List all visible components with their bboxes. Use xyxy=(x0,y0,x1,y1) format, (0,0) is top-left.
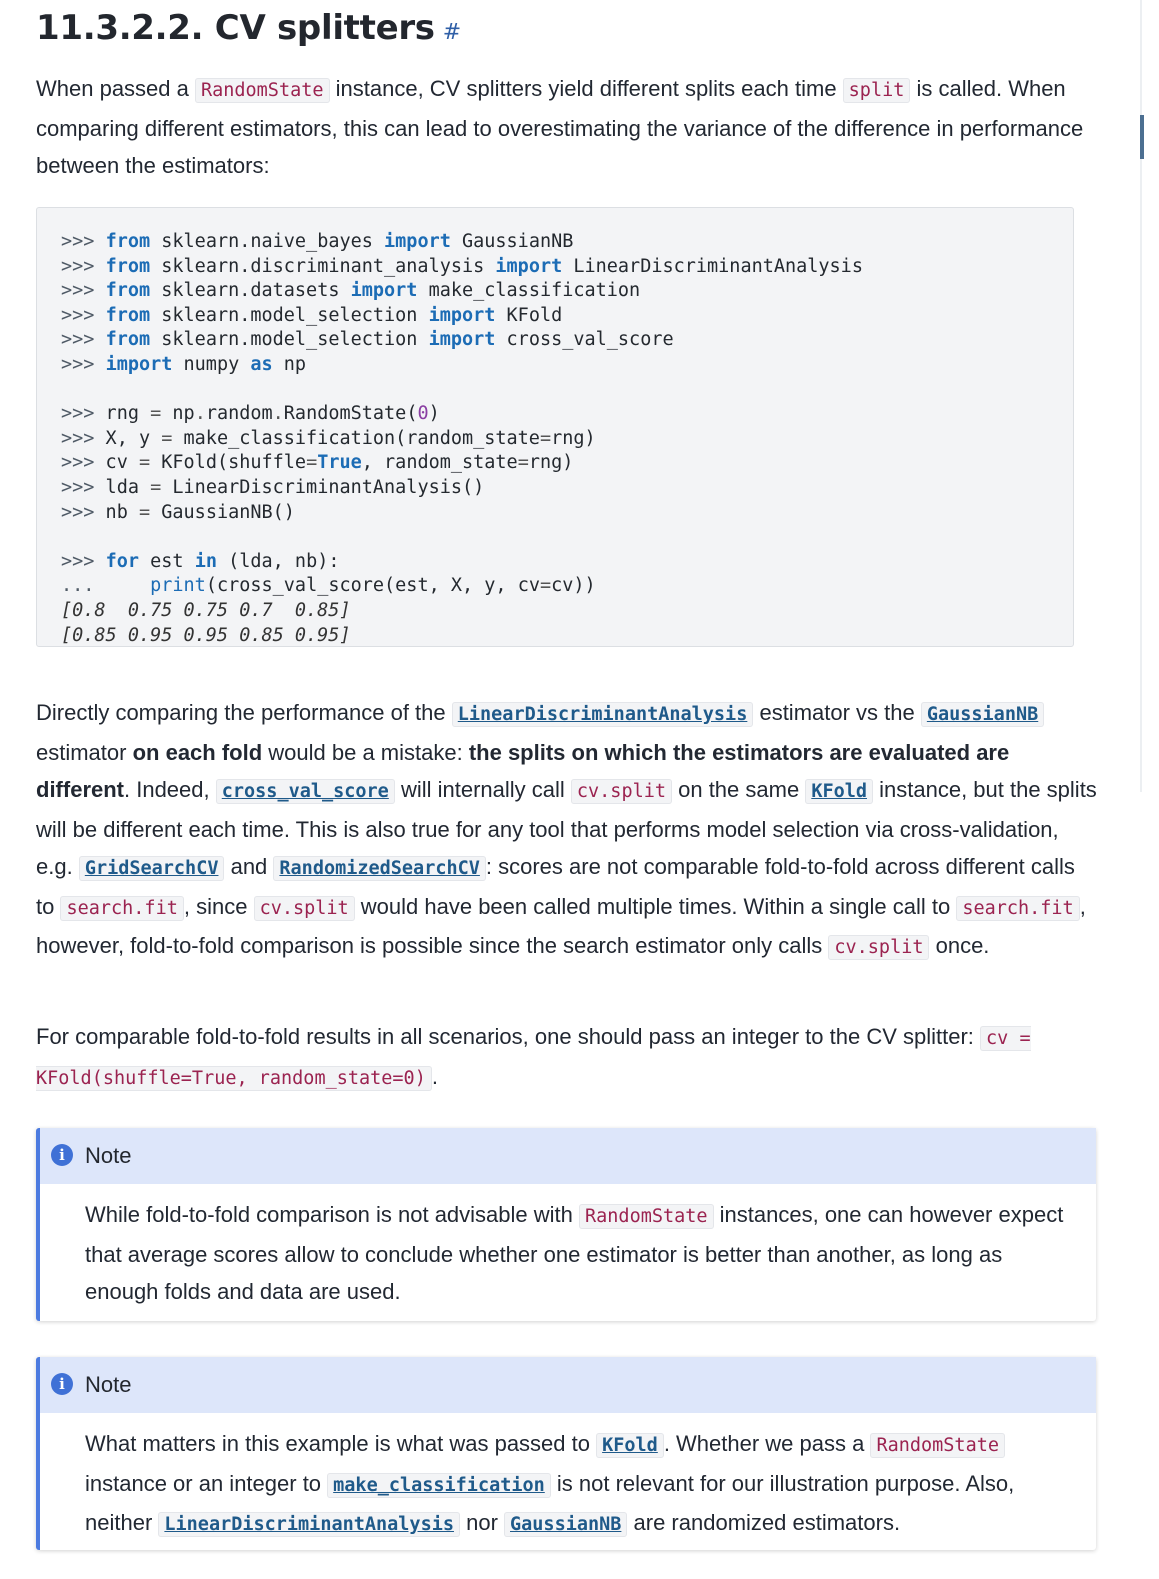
module: sklearn.naive_bayes xyxy=(150,231,385,252)
comparison-paragraph xyxy=(36,694,1098,967)
code: rng) xyxy=(551,427,596,449)
operator: = xyxy=(539,575,552,597)
prompt: >>> xyxy=(61,280,95,302)
code-line xyxy=(61,256,863,277)
module: sklearn.model_selection xyxy=(150,304,429,326)
keyword: from xyxy=(105,231,151,252)
inline-code-cv-split: cv.split xyxy=(254,896,355,921)
prompt: >>> xyxy=(61,329,95,351)
note-admonition xyxy=(36,1128,1096,1321)
bold-text: the splits on which the estimators are evaluated are different xyxy=(36,739,1010,802)
link-linear-discriminant-analysis[interactable]: LinearDiscriminantAnalysis xyxy=(158,1512,460,1537)
keyword: import xyxy=(428,304,496,326)
text: . xyxy=(431,1063,438,1089)
text: on the same xyxy=(672,777,806,802)
prompt: >>> xyxy=(61,255,95,277)
intro-paragraph xyxy=(36,70,1096,185)
operator: = xyxy=(150,403,162,425)
code-line xyxy=(61,452,573,473)
text: : scores are not comparable fold-to-fold across different calls to xyxy=(36,854,1075,919)
inline-code-split: split xyxy=(843,78,911,103)
link-gaussian-nb[interactable]: GaussianNB xyxy=(504,1512,627,1537)
code: (cross_val_score(est, X, y, cv xyxy=(205,575,540,597)
code-line xyxy=(61,575,596,596)
code: GaussianNB() xyxy=(150,501,295,523)
prompt: >>> xyxy=(61,403,95,425)
note-body xyxy=(40,1184,1096,1329)
operator: = xyxy=(138,452,151,474)
code: (lda, nb): xyxy=(216,550,340,572)
text: Directly comparing the performance of the xyxy=(36,700,452,725)
code: lda xyxy=(94,476,151,498)
section-heading xyxy=(36,8,461,53)
text: While fold-to-fold comparison is not advisable with xyxy=(85,1202,580,1227)
operator: . xyxy=(194,403,206,425)
code: KFold(shuffle xyxy=(150,452,307,474)
code-output-line: [0.8 0.75 0.75 0.7 0.85] xyxy=(61,599,351,621)
inline-code-search-fit: search.fit xyxy=(956,896,1079,921)
name: KFold xyxy=(495,304,563,326)
code: nb xyxy=(94,501,139,523)
keyword: as xyxy=(250,353,273,375)
code-line xyxy=(61,354,306,375)
toc-active-indicator xyxy=(1140,115,1144,159)
link-linear-discriminant-analysis[interactable]: LinearDiscriminantAnalysis xyxy=(452,702,754,727)
operator: = xyxy=(539,427,552,449)
name: GaussianNB xyxy=(450,231,574,252)
code: np xyxy=(161,403,195,425)
keyword: import xyxy=(428,329,496,351)
text: instances, one can however expect that average scores allow to conclude whether one estimator is better than another, as long as enough folds and data are used. xyxy=(85,1202,1064,1304)
code: , random_state xyxy=(361,452,518,474)
operator: = xyxy=(161,427,173,449)
number: 0 xyxy=(417,403,429,425)
module: sklearn.datasets xyxy=(150,280,351,302)
module: sklearn.discriminant_analysis xyxy=(150,255,496,277)
keyword: in xyxy=(194,550,217,572)
prompt: >>> xyxy=(61,304,95,326)
code: rng) xyxy=(528,452,574,474)
inline-code-cv-split: cv.split xyxy=(571,779,672,804)
code-block xyxy=(36,207,1074,647)
keyword: import xyxy=(350,280,418,302)
inline-code-kfold-example: cv = KFold(shuffle=True, random_state=0) xyxy=(36,1028,1031,1089)
keyword: import xyxy=(105,353,173,375)
code-line xyxy=(61,502,295,523)
inline-code-cv-split: cv.split xyxy=(828,935,929,960)
continuation-prompt: ... xyxy=(61,575,95,597)
operator: = xyxy=(306,452,318,474)
name: LinearDiscriminantAnalysis xyxy=(562,255,863,277)
prompt: >>> xyxy=(61,427,95,449)
text: would have been called multiple times. Within a single call to xyxy=(354,893,957,919)
constant: True xyxy=(317,452,362,474)
name: cross_val_score xyxy=(495,329,674,351)
keyword: from xyxy=(105,280,151,302)
code-line xyxy=(61,428,596,449)
keyword: import xyxy=(384,231,451,252)
note-title-bar xyxy=(40,1128,1096,1184)
note-title-bar xyxy=(40,1357,1096,1413)
bold-text: on each fold xyxy=(132,739,263,765)
indent xyxy=(94,575,150,596)
link-make-classification[interactable]: make_classification xyxy=(327,1473,551,1498)
module: numpy xyxy=(172,353,251,375)
text: nor xyxy=(459,1510,505,1535)
code: rng xyxy=(94,403,151,425)
operator: = xyxy=(517,452,529,474)
note-title: Note xyxy=(85,1143,132,1168)
builtin: print xyxy=(150,575,206,597)
link-randomized-search-cv[interactable]: RandomizedSearchCV xyxy=(273,856,485,881)
text: are randomized estimators. xyxy=(627,1510,901,1535)
link-gaussian-nb[interactable]: GaussianNB xyxy=(921,702,1044,727)
code-line xyxy=(61,280,640,301)
operator: = xyxy=(138,501,151,523)
code: cv xyxy=(94,452,139,474)
code-line xyxy=(61,477,484,498)
note-title: Note xyxy=(85,1372,132,1397)
module: sklearn.model_selection xyxy=(150,329,429,351)
text: instance, but the splits will be different each time. This is also true for any tool that performs model selection via cross-validation, e.g. xyxy=(36,777,1097,879)
note-body xyxy=(40,1413,1096,1562)
inline-code-randomstate: RandomState xyxy=(579,1204,714,1229)
keyword: for xyxy=(105,550,139,572)
code: RandomState( xyxy=(283,403,418,425)
link-cross-val-score[interactable]: cross_val_score xyxy=(216,779,395,804)
text: instance, CV splitters yield different splits each time xyxy=(329,76,843,101)
operator: . xyxy=(272,403,284,425)
recommendation-paragraph xyxy=(36,1018,1096,1097)
code-output-line: [0.85 0.95 0.95 0.85 0.95] xyxy=(61,624,351,646)
info-icon: i xyxy=(51,1144,73,1166)
keyword: from xyxy=(105,255,151,277)
inline-code-search-fit: search.fit xyxy=(60,896,183,921)
text: . Indeed, xyxy=(124,777,216,802)
text: estimator xyxy=(36,739,133,765)
prompt: >>> xyxy=(61,353,95,375)
code-line xyxy=(61,305,562,326)
text: , however, fold-to-fold comparison is possible since the search estimator only calls xyxy=(36,893,1086,958)
text: instance or an integer to xyxy=(85,1470,328,1496)
keyword: from xyxy=(105,329,151,351)
code-line xyxy=(61,403,440,424)
text: For comparable fold-to-fold results in all scenarios, one should pass an integer to the CV splitter: xyxy=(36,1024,981,1049)
link-grid-search-cv[interactable]: GridSearchCV xyxy=(79,856,225,881)
text: , since xyxy=(183,893,254,919)
code-line xyxy=(61,231,573,252)
code: LinearDiscriminantAnalysis() xyxy=(161,476,485,498)
text: once. xyxy=(929,933,990,958)
name: np xyxy=(272,353,307,375)
text: . Whether we pass a xyxy=(663,1431,871,1456)
link-kfold[interactable]: KFold xyxy=(596,1433,664,1458)
text: and xyxy=(224,854,274,879)
code: X, y xyxy=(94,427,162,449)
text: is not relevant for our illustration purpose. Also, neither xyxy=(85,1470,1015,1535)
prompt: >>> xyxy=(61,550,95,572)
prompt: >>> xyxy=(61,501,95,523)
code-line xyxy=(61,551,340,572)
code: cv)) xyxy=(551,575,596,597)
text: What matters in this example is what was passed to xyxy=(85,1431,597,1456)
heading-text: 11.3.2.2. CV splitters xyxy=(36,8,435,48)
info-icon: i xyxy=(51,1373,73,1395)
prompt: >>> xyxy=(61,476,95,498)
name: make_classification xyxy=(417,280,641,302)
prompt: >>> xyxy=(61,231,95,252)
text: would be a mistake: xyxy=(262,739,469,765)
code: ) xyxy=(428,403,440,425)
code: random xyxy=(205,403,273,425)
text: will internally call xyxy=(394,777,571,802)
keyword: from xyxy=(105,304,151,326)
heading-anchor-link[interactable]: # xyxy=(442,20,461,45)
inline-code-randomstate: RandomState xyxy=(195,78,330,103)
operator: = xyxy=(150,476,162,498)
text: When passed a xyxy=(36,76,195,101)
text: is called. When comparing different estimators, this can lead to overestimating the variance of the difference in performance between the estimators: xyxy=(36,76,1084,178)
keyword: import xyxy=(495,255,563,277)
code-line xyxy=(61,329,674,350)
code: est xyxy=(138,550,195,572)
inline-code-randomstate: RandomState xyxy=(870,1433,1005,1458)
link-kfold[interactable]: KFold xyxy=(805,779,873,804)
prompt: >>> xyxy=(61,452,95,474)
note-admonition xyxy=(36,1357,1096,1550)
text: estimator vs the xyxy=(753,700,921,725)
code: make_classification(random_state xyxy=(172,427,540,449)
